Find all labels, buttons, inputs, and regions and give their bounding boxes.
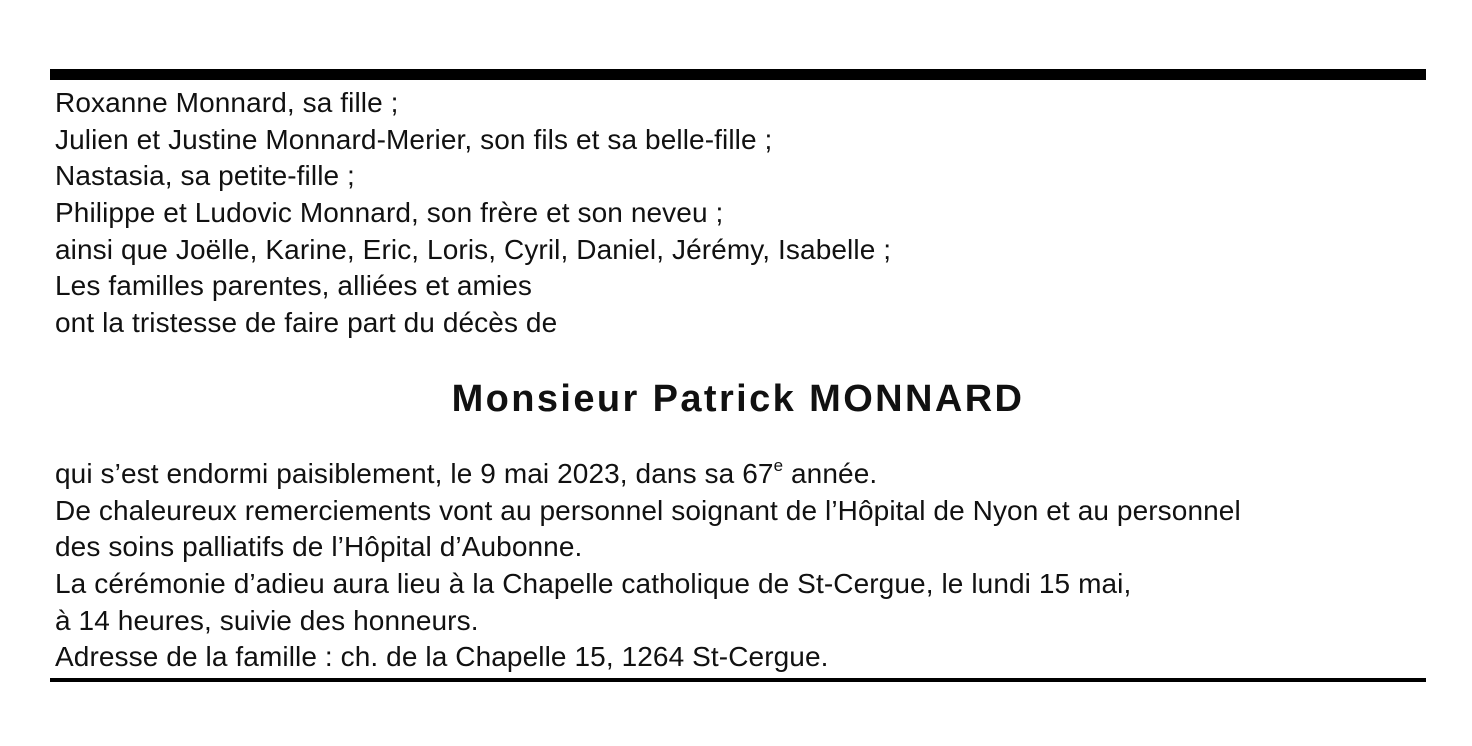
announcement-line: ont la tristesse de faire part du décès de (55, 307, 558, 339)
bottom-rule (50, 678, 1426, 682)
death-date-line (55, 456, 1420, 493)
obituary-notice (50, 0, 1426, 746)
family-line-brother: Philippe et Ludovic Monnard, son frère et son neveu ; (55, 197, 724, 229)
family-line-relatives: Les familles parentes, alliées et amies (55, 270, 533, 302)
family-list (55, 85, 1415, 342)
family-line-son: Julien et Justine Monnard-Merier, son fils et sa belle-fille ; (55, 123, 773, 155)
ordinal-superscript: e (773, 455, 784, 475)
ceremony-line: La cérémonie d’adieu aura lieu à la Chapelle catholique de St-Cergue, le lundi 15 mai, (55, 568, 1132, 600)
family-line-daughter: Roxanne Monnard, sa fille ; (55, 87, 399, 118)
death-date-text-end: année. (783, 458, 878, 489)
thanks-line: De chaleureux remerciements vont au personnel soignant de l’Hôpital de Nyon et au personnel (55, 494, 1241, 526)
notice-body (55, 456, 1420, 676)
family-line-granddaughter: Nastasia, sa petite-fille ; (55, 160, 355, 192)
family-line-others: ainsi que Joëlle, Karine, Eric, Loris, Cyril, Daniel, Jérémy, Isabelle ; (55, 233, 892, 265)
thanks-line-continued: des soins palliatifs de l’Hôpital d’Aubonne. (55, 531, 583, 563)
deceased-name: Monsieur Patrick MONNARD (451, 378, 1025, 420)
death-date-text: qui s’est endormi paisiblement, le 9 mai 2023, dans sa 67 (55, 458, 774, 489)
family-address-line: Adresse de la famille : ch. de la Chapelle 15, 1264 St-Cergue. (55, 641, 829, 673)
top-rule (50, 69, 1426, 80)
ceremony-time-line: à 14 heures, suivie des honneurs. (55, 604, 479, 636)
